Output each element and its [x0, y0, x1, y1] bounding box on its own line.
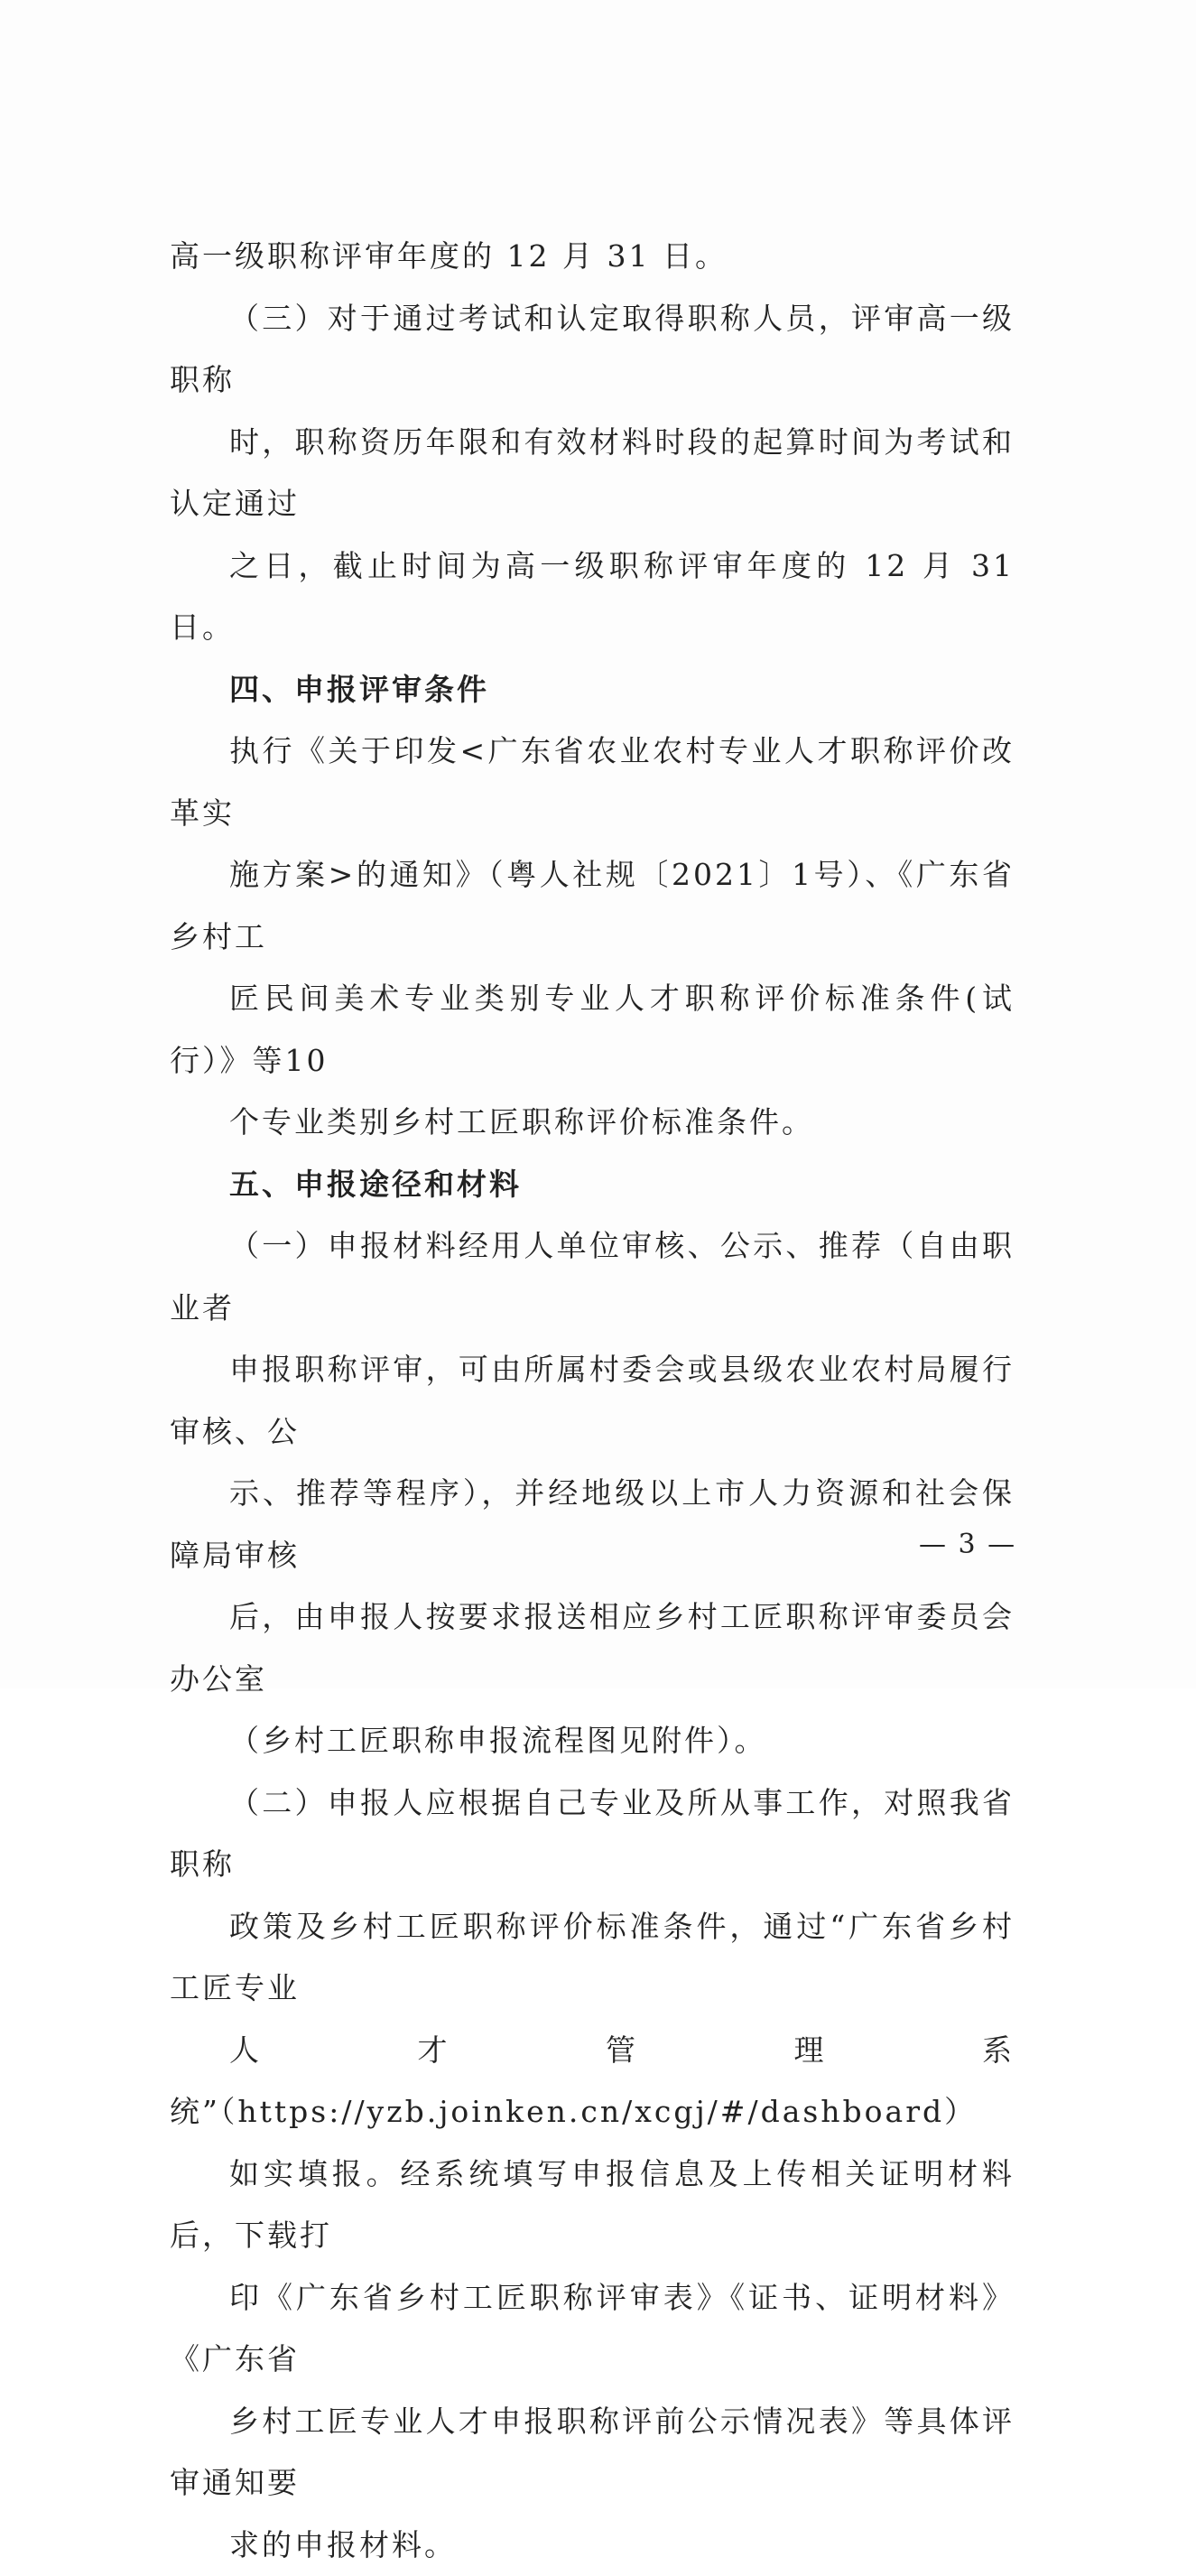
text-line: 示、推荐等程序），并经地级以上市人力资源和社会保障局审核 — [170, 1463, 1015, 1586]
text-line: 政策及乡村工匠职称评价标准条件，通过“广东省乡村工匠专业 — [170, 1896, 1015, 2020]
text-line: 执行《关于印发<广东省农业农村专业人才职称评价改革实 — [170, 721, 1015, 844]
text-line: （二）申报人应根据自己专业及所从事工作，对照我省职称 — [170, 1772, 1015, 1896]
text-line: 乡村工匠专业人才申报职称评前公示情况表》等具体评审通知要 — [170, 2391, 1015, 2515]
text-line: 求的申报材料。 — [170, 2515, 1015, 2576]
text-line-with-url: 人才管理系统”（https://yzb.joinken.cn/xcgj/#/dashboard） — [170, 2020, 1015, 2144]
section-heading-4: 四、申报评审条件 — [170, 659, 1015, 721]
paragraph-criteria — [170, 721, 1015, 1154]
text-line: 高一级职称评审年度的 12 月 31 日。 — [170, 226, 1015, 288]
text-line: 施方案>的通知》（粤人社规〔2021〕1号）、《广东省乡村工 — [170, 844, 1015, 968]
text-line: （一）申报材料经用人单位审核、公示、推荐（自由职业者 — [170, 1215, 1015, 1339]
paragraph-item-1 — [170, 1215, 1015, 1772]
paragraph-carryover — [170, 226, 1015, 288]
page-number: — 3 — — [919, 1529, 1016, 1560]
text-line: 后，由申报人按要求报送相应乡村工匠职称评审委员会办公室 — [170, 1586, 1015, 1710]
text-line: 印《广东省乡村工匠职称评审表》《证书、证明材料》《广东省 — [170, 2267, 1015, 2391]
paragraph-item-3 — [170, 288, 1015, 659]
text-line: （乡村工匠职称申报流程图见附件）。 — [170, 1710, 1015, 1772]
text-line: 匠民间美术专业类别专业人才职称评价标准条件(试行）》等10 — [170, 968, 1015, 1092]
text-line: （三）对于通过考试和认定取得职称人员，评审高一级职称 — [170, 288, 1015, 412]
document-body — [170, 226, 1015, 2576]
text-line: 申报职称评审，可由所属村委会或县级农业农村局履行审核、公 — [170, 1339, 1015, 1463]
paragraph-item-2 — [170, 1772, 1015, 2576]
text-line: 个专业类别乡村工匠职称评价标准条件。 — [170, 1092, 1015, 1154]
text-line: 之日，截止时间为高一级职称评审年度的 12 月 31 日。 — [170, 535, 1015, 659]
section-heading-5: 五、申报途径和材料 — [170, 1154, 1015, 1216]
text-line: 如实填报。经系统填写申报信息及上传相关证明材料后，下载打 — [170, 2144, 1015, 2267]
text-line: 时，职称资历年限和有效材料时段的起算时间为考试和认定通过 — [170, 412, 1015, 535]
